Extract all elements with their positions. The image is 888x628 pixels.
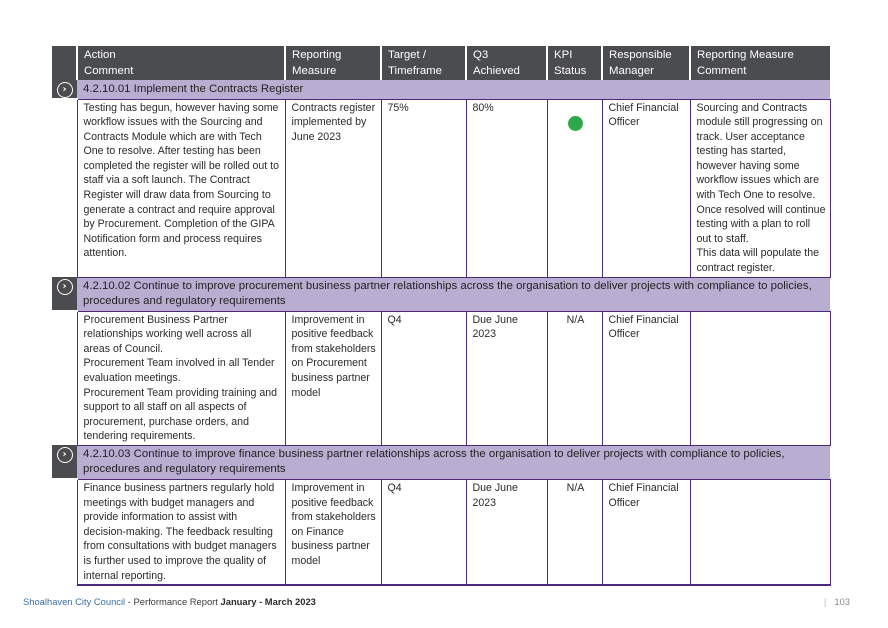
- responsible-manager-cell: Chief Financial Officer: [602, 311, 690, 445]
- reporting-measure-cell: Improvement in positive feedback from stakeholders on Procurement business partner model: [285, 311, 381, 445]
- header-icon-column: [52, 46, 77, 80]
- kpi-status-cell: N/A: [547, 479, 602, 585]
- footer-period: January - March 2023: [220, 596, 316, 607]
- header-q3-achieved: Q3 Achieved: [466, 46, 547, 80]
- header-action-comment: Action Comment: [77, 46, 285, 80]
- target-cell: 75%: [381, 99, 466, 277]
- performance-table: [52, 46, 831, 586]
- responsible-manager-cell: Chief Financial Officer: [602, 479, 690, 585]
- section-row: [52, 80, 830, 99]
- section-title: 4.2.10.01 Implement the Contracts Register: [77, 80, 830, 99]
- kpi-status-cell: N/A: [547, 311, 602, 445]
- table-row: [52, 99, 830, 277]
- action-comment-cell: Procurement Business Partner relationships working well across all areas of Council. Procurement Team involved in all Tender evaluation meetings. Procurement Team providing training and support to all staff on all aspects of procurement, purchase orders, and tendering requirements.: [77, 311, 285, 445]
- page-number: [824, 596, 850, 607]
- measure-comment-cell: Sourcing and Contracts module still progressing on track. User acceptance testing has started, however having some workflow issues which are with Tech One to resolve. Once resolved will continue testing with a plan to roll out to staff. This data will populate the contract register.: [690, 99, 830, 277]
- target-cell: Q4: [381, 479, 466, 585]
- q3-achieved-cell: Due June 2023: [466, 479, 547, 585]
- responsible-manager-cell: Chief Financial Officer: [602, 99, 690, 277]
- section-icon-cell: [52, 80, 77, 99]
- measure-comment-cell: [690, 311, 830, 445]
- section-row: [52, 445, 830, 479]
- row-spacer: [52, 311, 77, 445]
- table-header-row: [52, 46, 830, 80]
- kpi-status-cell: [547, 99, 602, 277]
- footer-report-name: - Performance Report: [125, 596, 221, 607]
- action-comment-cell: Testing has begun, however having some workflow issues with the Sourcing and Contracts Module which are with Tech One to resolve. After testing has been completed the register will be rolled out to staff via a soft launch. The Contract Register will draw data from Sourcing to generate a contract and require approval by Procurement. Completion of the GIPA Notification form and process requires attention.: [77, 99, 285, 277]
- target-cell: Q4: [381, 311, 466, 445]
- header-reporting-measure-comment: Reporting Measure Comment: [690, 46, 830, 80]
- section-row: [52, 277, 830, 311]
- table-row: [52, 479, 830, 585]
- header-kpi-status: KPI Status: [547, 46, 602, 80]
- footer: [23, 596, 316, 607]
- table-row: [52, 311, 830, 445]
- row-spacer: [52, 479, 77, 585]
- chevron-circle-right-icon[interactable]: ›: [57, 279, 73, 295]
- header-target-timeframe: Target / Timeframe: [381, 46, 466, 80]
- footer-organisation: Shoalhaven City Council: [23, 596, 126, 607]
- row-spacer: [52, 99, 77, 277]
- action-comment-cell: Finance business partners regularly hold meetings with budget managers and provide information to assist with decision-making. The feedback resulting from consultations with budget managers is further used to improve the quality of internal reporting.: [77, 479, 285, 585]
- q3-achieved-cell: Due June 2023: [466, 311, 547, 445]
- page-separator: |: [823, 596, 827, 607]
- reporting-measure-cell: Improvement in positive feedback from stakeholders on Finance business partner model: [285, 479, 381, 585]
- status-indicator-icon: [568, 116, 583, 131]
- header-responsible-manager: Responsible Manager: [602, 46, 690, 80]
- chevron-circle-right-icon[interactable]: ›: [57, 82, 73, 98]
- page-number-value: 103: [834, 596, 850, 607]
- chevron-circle-right-icon[interactable]: ›: [57, 447, 73, 463]
- section-title: 4.2.10.03 Continue to improve finance business partner relationships across the organisation to deliver projects with compliance to policies, procedures and regulatory requirements: [77, 445, 830, 479]
- measure-comment-cell: [690, 479, 830, 585]
- reporting-measure-cell: Contracts register implemented by June 2023: [285, 99, 381, 277]
- q3-achieved-cell: 80%: [466, 99, 547, 277]
- section-title: 4.2.10.02 Continue to improve procurement business partner relationships across the organisation to deliver projects with compliance to policies, procedures and regulatory requirements: [77, 277, 830, 311]
- header-reporting-measure: Reporting Measure: [285, 46, 381, 80]
- section-icon-cell: [52, 277, 77, 311]
- section-icon-cell: [52, 445, 77, 479]
